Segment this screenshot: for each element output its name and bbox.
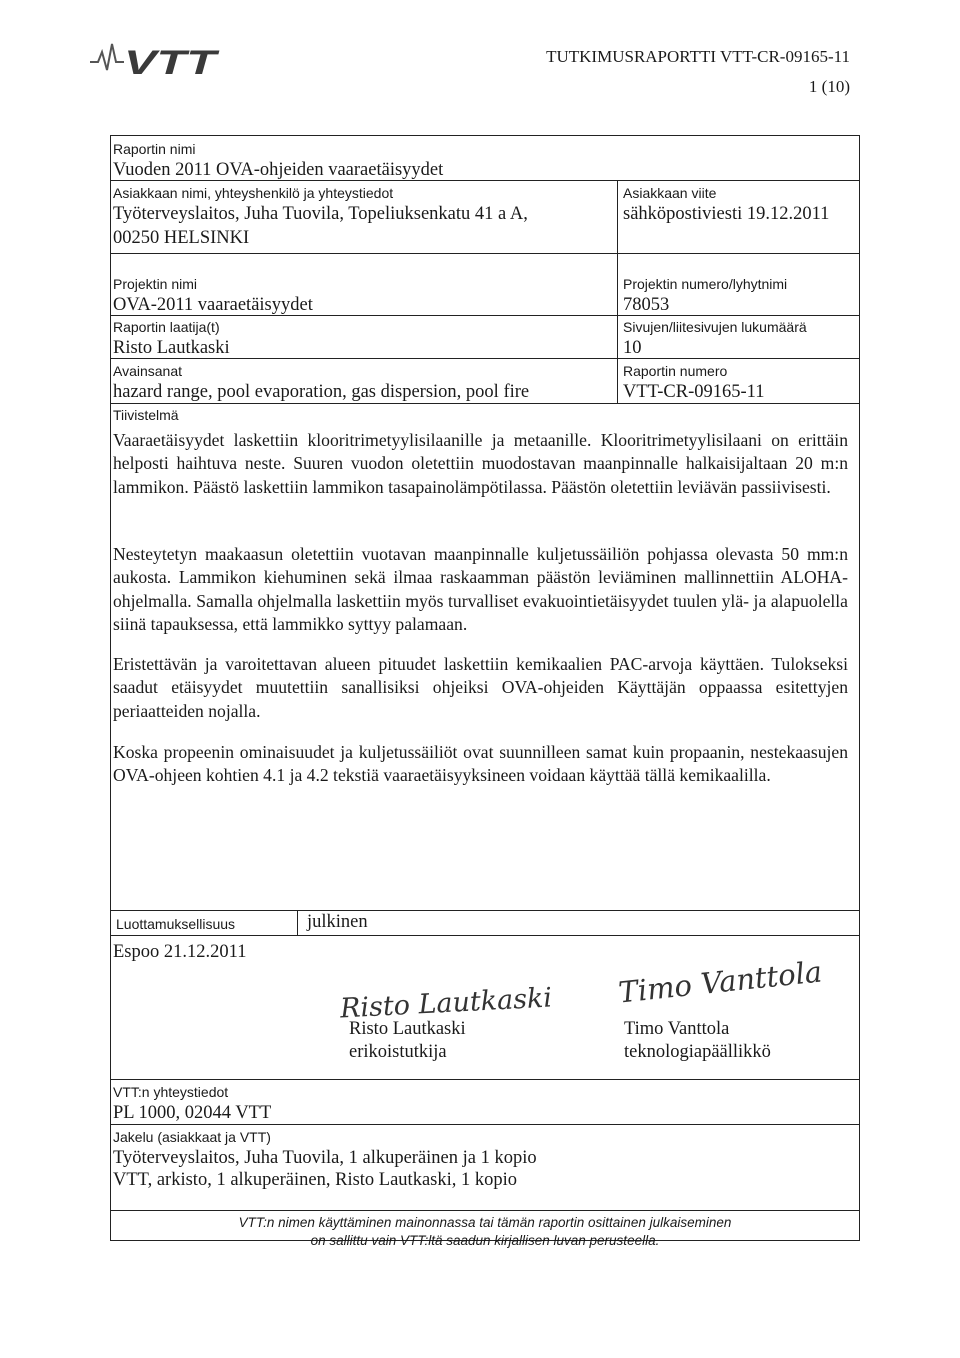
logo-signal-icon xyxy=(90,44,124,70)
summary-paragraph: Koska propeenin ominaisuudet ja kuljetussäiliöt ovat suunnilleen samat kuin propaanin, nestekaasujen OVA-ohjeen kohtien 4.1 ja 4.2 tekstiä vaaraetäisyyksineen voidaan käyttää tällä kemikaalilla. xyxy=(113,742,848,786)
distribution-line2: VTT, arkisto, 1 alkuperäinen, Risto Lautkaski, 1 kopio xyxy=(113,1170,518,1190)
report-name-value: Vuoden 2011 OVA-ohjeiden vaaraetäisyydet xyxy=(113,160,444,180)
keywords-label: Avainsanat xyxy=(113,363,183,379)
footer-line1: VTT:n nimen käyttäminen mainonnassa tai tämän raportin osittainen julkaiseminen xyxy=(238,1215,732,1230)
page-count-value: 10 xyxy=(623,338,642,358)
client-ref-value: sähköpostiviesti 19.12.2011 xyxy=(623,204,830,224)
summary-label: Tiivistelmä xyxy=(113,407,179,423)
place-date: Espoo 21.12.2011 xyxy=(113,942,247,962)
project-number-label: Projektin numero/lyhytnimi xyxy=(623,276,788,292)
divider xyxy=(110,315,860,316)
divider xyxy=(110,1079,860,1080)
signature-2: Timo Vanttola xyxy=(616,954,824,1010)
column-divider xyxy=(297,910,298,935)
column-divider xyxy=(617,180,618,253)
divider xyxy=(110,358,860,359)
report-number-label: Raportin numero xyxy=(623,363,728,379)
divider xyxy=(110,910,860,911)
signature-1: Risto Lautkaski xyxy=(339,982,553,1025)
logo-text: VTT xyxy=(124,44,221,80)
confidentiality-label: Luottamuksellisuus xyxy=(116,916,236,932)
footer-line2: on sallittu vain VTT:ltä saadun kirjallisen luvan perusteella. xyxy=(310,1233,660,1248)
report-type: TUTKIMUSRAPORTTI VTT-CR-09165-11 xyxy=(546,47,850,66)
client-ref-label: Asiakkaan viite xyxy=(623,185,717,201)
divider xyxy=(110,935,860,936)
client-line2: 00250 HELSINKI xyxy=(113,228,250,248)
divider xyxy=(110,1124,860,1125)
confidentiality-value: julkinen xyxy=(307,912,368,932)
report-number-value: VTT-CR-09165-11 xyxy=(623,382,765,402)
divider xyxy=(110,403,860,404)
page-number: 1 (10) xyxy=(808,77,850,96)
keywords-value: hazard range, pool evaporation, gas dispersion, pool fire xyxy=(113,382,530,402)
summary-paragraph: Eristettävän ja varoitettavan alueen pituudet laskettiin kemikaalien PAC-arvoja käyttäen. Tulokseksi saadut etäisyydet muutettiin sanallisiksi ohjeiksi OVA-ohjeiden Käyttäjän oppaassa esitettyjen periaatteiden nojalla. xyxy=(113,654,848,721)
authors-label: Raportin laatija(t) xyxy=(113,319,220,335)
signer-2-title: teknologiapäällikkö xyxy=(624,1042,771,1062)
authors-value: Risto Lautkaski xyxy=(113,338,230,358)
summary-paragraph: Nesteytetyn maakaasun oletettiin vuotavan maanpinnalle kuljetussäiliön pohjassa olevasta 50 mm:n aukosta. Lammikon kiehuminen sekä ilmaa raskaamman päästön leviäminen mallinnettiin ALOHA-ohjelmalla. Samalla ohjelmalla laskettiin myös turvalliset evakuointietäisyydet tuulen ylä- ja alapuolella siinä tapauksessa, että lammikko syttyy palamaan. xyxy=(113,544,848,635)
project-name-label: Projektin nimi xyxy=(113,276,198,292)
client-line1: Työterveyslaitos, Juha Tuovila, Topeliuksenkatu 41 a A, xyxy=(113,204,528,224)
report-name-label: Raportin nimi xyxy=(113,141,196,157)
vtt-logo xyxy=(88,40,238,80)
signer-1-name: Risto Lautkaski xyxy=(349,1019,466,1039)
signer-1-title: erikoistutkija xyxy=(349,1042,447,1062)
divider xyxy=(110,180,860,181)
distribution-label: Jakelu (asiakkaat ja VTT) xyxy=(113,1129,271,1145)
page-count-label: Sivujen/liitesivujen lukumäärä xyxy=(623,319,807,335)
client-label: Asiakkaan nimi, yhteyshenkilö ja yhteystiedot xyxy=(113,185,394,201)
summary-paragraph: Vaaraetäisyydet laskettiin klooritrimetyylisilaanille ja metaanille. Klooritrimetyylisilaani on erittäin helposti haihtuva neste. Suuren vuodon oletettiin muodostavan maanpinnalle halkaisijaltaan 20 m:n lammikon. Päästö laskettiin lammikon tasapainolämpötilassa. Päästön oletettiin leviävän passiivisesti. xyxy=(113,430,848,497)
divider xyxy=(110,253,860,254)
divider xyxy=(110,1210,860,1211)
distribution-line1: Työterveyslaitos, Juha Tuovila, 1 alkuperäinen ja 1 kopio xyxy=(113,1148,537,1168)
vtt-contact-label: VTT:n yhteystiedot xyxy=(113,1084,229,1100)
project-name-value: OVA-2011 vaaraetäisyydet xyxy=(113,295,313,315)
vtt-contact-value: PL 1000, 02044 VTT xyxy=(113,1103,272,1123)
project-number-value: 78053 xyxy=(623,295,670,315)
column-divider xyxy=(617,253,618,403)
signer-2-name: Timo Vanttola xyxy=(624,1019,730,1039)
